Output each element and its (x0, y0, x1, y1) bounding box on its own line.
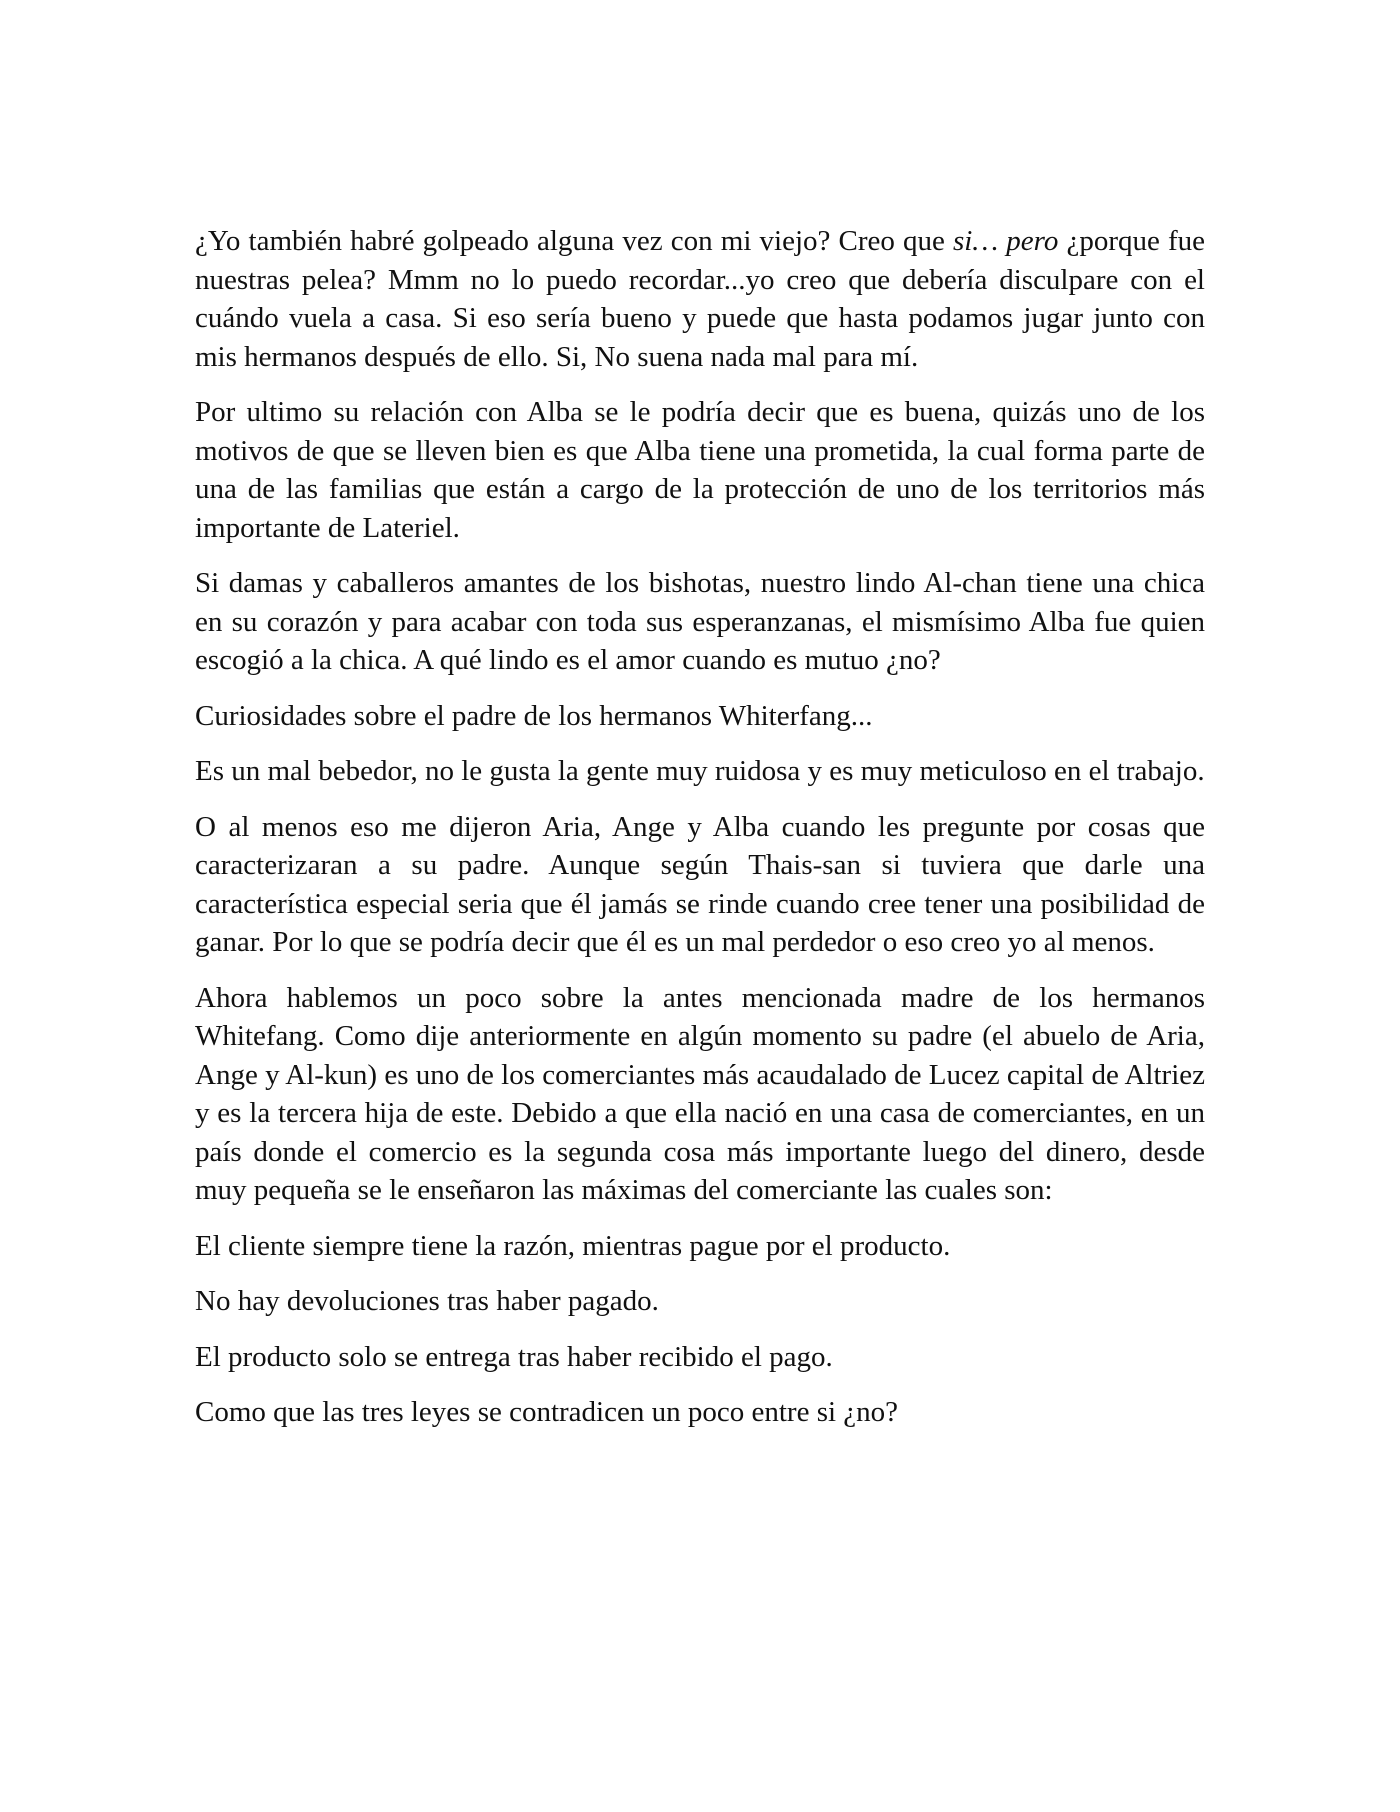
paragraph-4: Curiosidades sobre el padre de los hermanos Whiterfang... (195, 699, 873, 732)
paragraph-6: O al menos eso me dijeron Aria, Ange y Alba cuando les pregunte por cosas que caracterizaran a su padre. Aunque según Thais-san si tuviera que darle una característica especial seria que él jamás se rinde cuando cree tener una posibilidad de ganar. Por lo que se podría decir que él es un mal perdedor o eso creo yo al menos. (195, 810, 1205, 958)
paragraph-10: El producto solo se entrega tras haber recibido el pago. (195, 1340, 833, 1373)
paragraph-2: Por ultimo su relación con Alba se le podría decir que es buena, quizás uno de los motivos de que se lleven bien es que Alba tiene una prometida, la cual forma parte de una de las familias que están a cargo de la protección de uno de los territorios más importante de Lateriel. (195, 396, 1205, 544)
paragraph-11: Como que las tres leyes se contradicen un poco entre si ¿no? (195, 1396, 899, 1428)
paragraph-1-italic: si… pero (952, 225, 1059, 257)
body-text (195, 222, 1205, 1449)
paragraph-3: Si damas y caballeros amantes de los bishotas, nuestro lindo Al-chan tiene una chica en su corazón y para acabar con toda sus esperanzanas, el mismísimo Alba fue quien escogió a la chica. A qué lindo es el amor cuando es mutuo ¿no? (195, 567, 1205, 676)
paragraph-1 (195, 222, 1205, 376)
paragraph-9: No hay devoluciones tras haber pagado. (195, 1285, 659, 1317)
paragraph-5: Es un mal bebedor, no le gusta la gente muy ruidosa y es muy meticuloso en el trabajo. (195, 755, 1205, 787)
paragraph-1-start: ¿Yo también habré golpeado alguna vez con mi viejo? Creo que (195, 225, 953, 257)
paragraph-7: Ahora hablemos un poco sobre la antes mencionada madre de los hermanos Whitefang. Como dije anteriormente en algún momento su padre (el abuelo de Aria, Ange y Al-kun) es uno de los comerciantes más acaudalado de Lucez capital de Altriez y es la tercera hija de este. Debido a que ella nació en una casa de comerciantes, en un país donde el comercio es la segunda cosa más importante luego del dinero, desde muy pequeña se le enseñaron las máximas del comerciante las cuales son: (195, 981, 1205, 1206)
paragraph-8: El cliente siempre tiene la razón, mientras pague por el producto. (195, 1229, 951, 1262)
paragraph-1-end: ¿porque fue nuestras pelea? Mmm no lo puedo recordar...yo creo que debería disculpare con el cuándo vuela a casa. Si eso sería bueno y puede que hasta podamos jugar junto con mis hermanos después de ello. Si, No suena nada mal para mí. (195, 225, 1205, 373)
